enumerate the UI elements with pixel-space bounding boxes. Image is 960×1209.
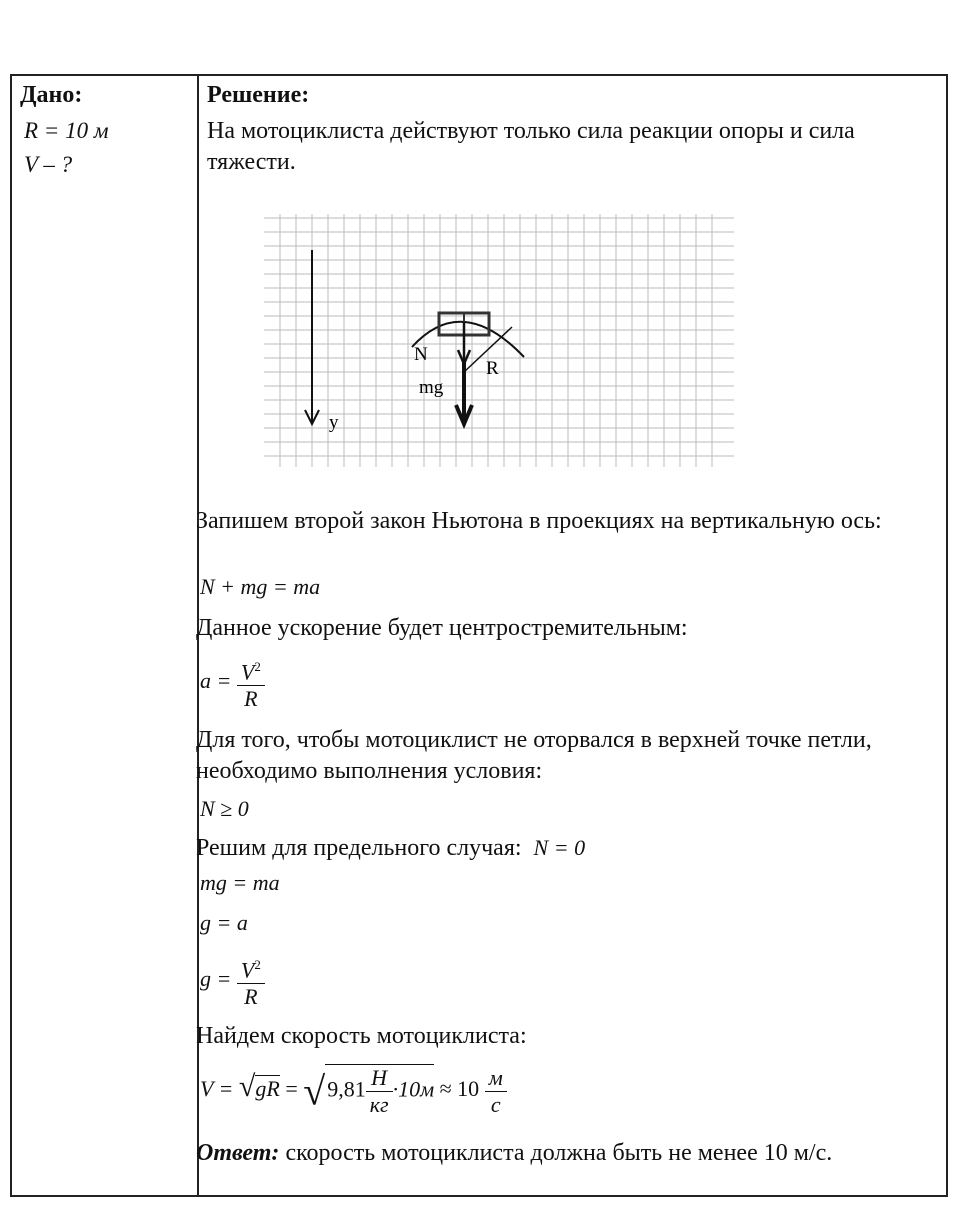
answer-text: скорость мотоциклиста должна быть не менее 10 м/с.: [279, 1140, 833, 1166]
eq-v-unit-num: Н: [366, 1065, 393, 1092]
eq-g-a: g = a: [200, 910, 248, 935]
eq-v-root: gR: [255, 1076, 280, 1102]
eq-centripetal: [200, 654, 265, 712]
solution-header: Решение:: [207, 82, 310, 108]
label-mg: mg: [419, 377, 444, 398]
label-N: N: [414, 344, 428, 365]
accel-text: Данное ускорение будет центростремительным:: [196, 615, 688, 641]
eq-limit: N = 0: [533, 835, 586, 860]
eq-g-den: R: [244, 984, 258, 1010]
eq-v-lhs: V =: [200, 1076, 234, 1102]
eq-g-lhs: g =: [200, 966, 232, 992]
solution-column: [207, 80, 942, 178]
eq-v-res-num: м: [485, 1065, 507, 1092]
limit-text: Решим для предельного случая:: [196, 835, 522, 861]
eq-a-num: V: [240, 659, 255, 685]
given-unknown: V – ?: [24, 152, 73, 177]
answer-line: [196, 1138, 936, 1169]
fraction-g: $\frac{V^2}{R}$: [237, 952, 265, 1010]
eq-g-num: V: [240, 957, 255, 983]
eq-v-unit-den: кг: [369, 1092, 389, 1117]
given-radius: R = 10 м: [24, 118, 109, 143]
label-y: y: [329, 412, 339, 433]
given-header: Дано:: [20, 82, 83, 108]
eq-v-res-den: с: [490, 1091, 501, 1117]
given-column: [20, 80, 190, 178]
speed-text: Найдем скорость мотоциклиста:: [196, 1023, 527, 1049]
intro-text: На мотоциклиста действуют только сила реакции опоры и сила тяжести.: [207, 118, 855, 175]
eq-v-mult: ·10м: [392, 1076, 435, 1102]
eq-condition: N ≥ 0: [200, 796, 249, 821]
eq-v-value: 9,81: [327, 1076, 366, 1102]
answer-label: Ответ:: [196, 1140, 280, 1166]
limit-line: [196, 832, 936, 864]
eq-a-lhs: a =: [200, 668, 232, 694]
condition-text: Для того, чтобы мотоциклист не оторвался в верхней точке петли, необходимо выполнения условия:: [196, 727, 872, 784]
eq-g-v2r: [200, 952, 265, 1010]
eq-newton: N + mg = ma: [200, 574, 321, 599]
eq-mg-ma: mg = ma: [200, 870, 280, 895]
fraction-result: [485, 1065, 507, 1118]
eq-v-approx: ≈ 10: [439, 1076, 480, 1102]
label-R: R: [486, 358, 499, 379]
fraction-units: [366, 1065, 393, 1118]
newton-text: Запишем второй закон Ньютона в проекциях на вертикальную ось:: [196, 508, 882, 534]
fraction-v2-r: $\frac{V^2}{R}$: [237, 654, 265, 712]
eq-v-eq: =: [285, 1076, 298, 1102]
eq-speed: V = √gR = √9,81 $\frac{Н}{кг}$ ·10м ≈ 10 $\frac{м}{с}$: [200, 1064, 507, 1118]
force-diagram: [262, 212, 737, 472]
eq-a-den: R: [244, 686, 258, 712]
